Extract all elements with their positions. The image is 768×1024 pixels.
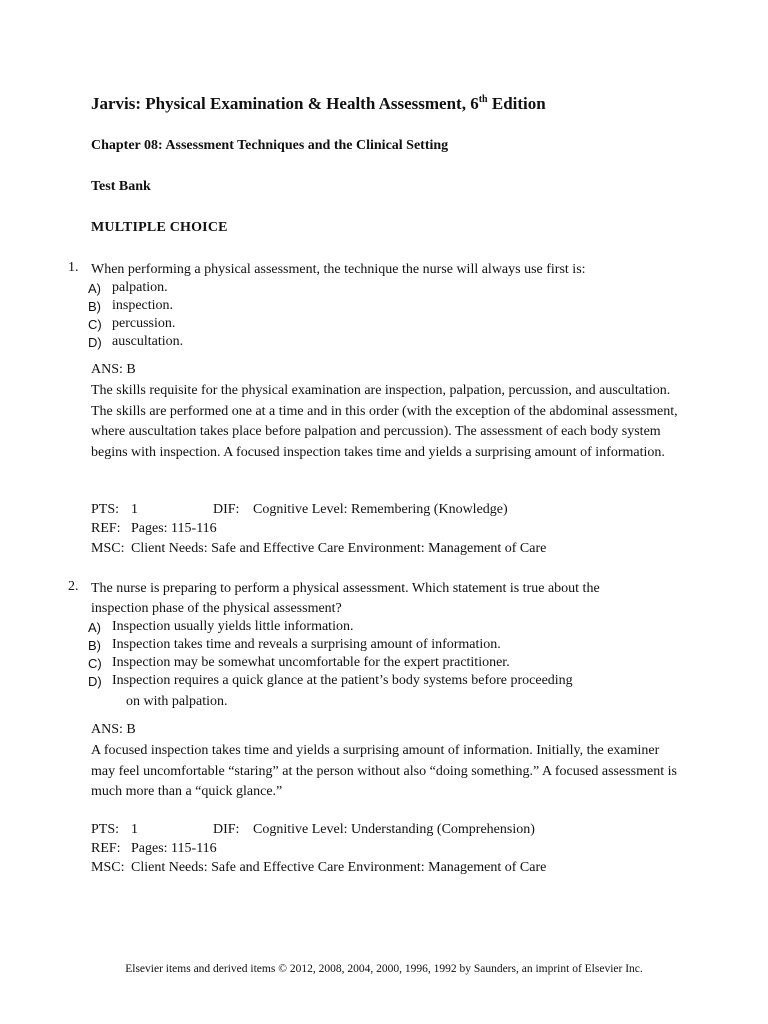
answer-key: ANS: B [91,722,136,737]
title-superscript: th [478,94,488,105]
question-stem: When performing a physical assessment, the technique the nurse will always use first is: [91,262,586,277]
option-text: percussion. [112,316,176,331]
option-letter: C) [88,317,102,332]
option-letter: B) [88,299,101,314]
option-text: Inspection takes time and reveals a surprising amount of information. [112,637,501,652]
reference-label: REF: [91,841,121,856]
reference-label: REF: [91,521,121,536]
points-label: PTS: [91,502,120,517]
msc-value: Client Needs: Safe and Effective Care Environment: Management of Care [131,541,547,556]
option-text: palpation. [112,280,168,295]
section-heading: MULTIPLE CHOICE [91,220,228,235]
option-letter: C) [88,656,102,671]
option-letter: A) [88,620,101,635]
question-stem-continued: inspection phase of the physical assessment? [91,601,342,616]
option-text: inspection. [112,298,174,313]
option-text: auscultation. [112,334,184,349]
points-value: 1 [131,822,138,837]
copyright-footer: Elsevier items and derived items © 2012, 2008, 2004, 2000, 1996, 1992 by Saunders, an imprint of Elsevier Inc. [125,963,643,975]
rationale-text: The skills requisite for the physical examination are inspection, palpation, percussion, and auscultation. The skills are performed one at a time and in this order (with the exception of the abdominal assessment, where auscultation takes place before palpation and percussion). The assessment of each body system begins with inspection. A focused inspection takes time and yields a surprising amount of information. [91,383,678,460]
difficulty-label: DIF: [213,502,240,517]
msc-label: MSC: [91,541,125,556]
question-number: 1. [68,260,79,275]
msc-value: Client Needs: Safe and Effective Care Environment: Management of Care [131,860,547,875]
points-value: 1 [131,502,138,517]
chapter-heading: Chapter 08: Assessment Techniques and the Clinical Setting [91,138,449,153]
reference-value: Pages: 115-116 [131,841,217,856]
option-text: Inspection requires a quick glance at the patient’s body systems before proceeding [112,673,573,688]
difficulty-label: DIF: [213,822,240,837]
option-text-continued: on with palpation. [126,694,228,709]
answer-key: ANS: B [91,362,136,377]
question-number: 2. [68,579,79,594]
difficulty-value: Cognitive Level: Understanding (Comprehension) [253,822,535,837]
test-bank-heading: Test Bank [91,179,151,194]
msc-label: MSC: [91,860,125,875]
option-letter: D) [88,674,102,689]
option-letter: D) [88,335,102,350]
difficulty-value: Cognitive Level: Remembering (Knowledge) [253,502,508,517]
option-letter: A) [88,281,101,296]
option-letter: B) [88,638,101,653]
document-title: Jarvis: Physical Examination & Health Assessment, 6th Edition [91,94,546,113]
question-stem: The nurse is preparing to perform a physical assessment. Which statement is true about the [91,581,600,596]
option-text: Inspection usually yields little information. [112,619,354,634]
reference-value: Pages: 115-116 [131,521,217,536]
rationale-text: A focused inspection takes time and yields a surprising amount of information. Initially, the examiner may feel uncomfortable “staring” at the person without also “doing something.” A focused assessment is much more than a “quick glance.” [91,743,677,799]
points-label: PTS: [91,822,120,837]
option-text: Inspection may be somewhat uncomfortable for the expert practitioner. [112,655,510,670]
